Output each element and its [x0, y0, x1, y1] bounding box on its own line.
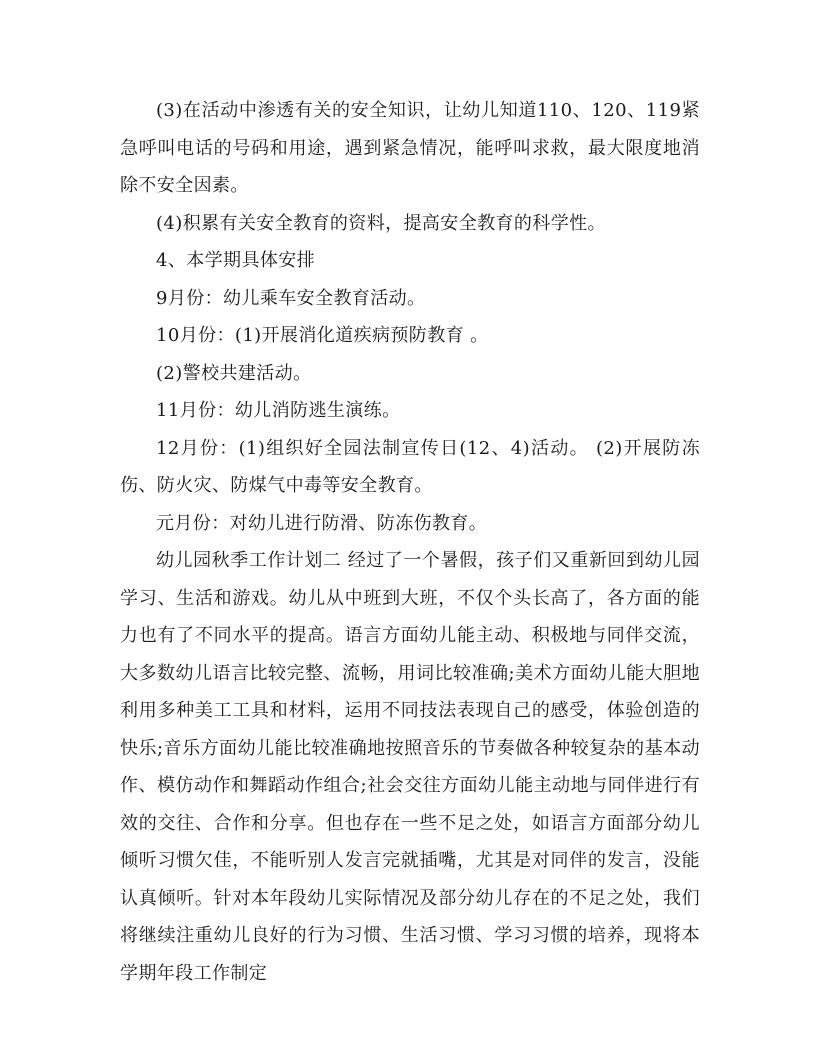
schedule-item-december: 12月份：(1)组织好全园法制宣传日(12、4)活动。 (2)开展防冻伤、防火灾、防煤气中毒等安全教育。	[120, 437, 700, 496]
schedule-item-november: 11月份：幼儿消防逃生演练。	[156, 400, 401, 421]
document-body	[120, 92, 700, 992]
schedule-item-october-2: (2)警校共建活动。	[156, 362, 312, 384]
paragraph-plan-two: 幼儿园秋季工作计划二 经过了一个暑假，孩子们又重新回到幼儿园学习、生活和游戏。幼儿从中班到大班，不仅个头长高了，各方面的能力也有了不同水平的提高。语言方面幼儿能主动、积极地与同伴交流，大多数幼儿语言比较完整、流畅，用词比较准确;美术方面幼儿能大胆地利用多种美工工具和材料，运用不同技法表现自己的感受，体验创造的快乐;音乐方面幼儿能比较准确地按照音乐的节奏做各种较复杂的基本动作、模仿动作和舞蹈动作组合;社会交往方面幼儿能主动地与同伴进行有效的交往、合作和分享。但也存在一些不足之处，如语言方面部分幼儿倾听习惯欠佳，不能听别人发言完就插嘴，尤其是对同伴的发言，没能认真倾听。针对本年段幼儿实际情况及部分幼儿存在的不足之处，我们将继续注重幼儿良好的行为习惯、生活习惯、学习习惯的培养，现将本学期年段工作制定	[120, 550, 700, 984]
schedule-item-september: 9月份：幼儿乘车安全教育活动。	[156, 287, 426, 309]
paragraph-safety-materials: (4)积累有关安全教育的资料，提高安全教育的科学性。	[156, 212, 606, 234]
schedule-item-january: 元月份：对幼儿进行防滑、防冻伤教育。	[156, 512, 488, 534]
schedule-item-october: 10月份：(1)开展消化道疾病预防教育 。	[156, 325, 489, 346]
section-heading-schedule: 4、本学期具体安排	[156, 250, 316, 271]
paragraph-safety-knowledge: (3)在活动中渗透有关的安全知识，让幼儿知道110、120、119紧急呼叫电话的号码和用途，遇到紧急情况，能呼叫求救，最大限度地消除不安全因素。	[120, 100, 700, 196]
